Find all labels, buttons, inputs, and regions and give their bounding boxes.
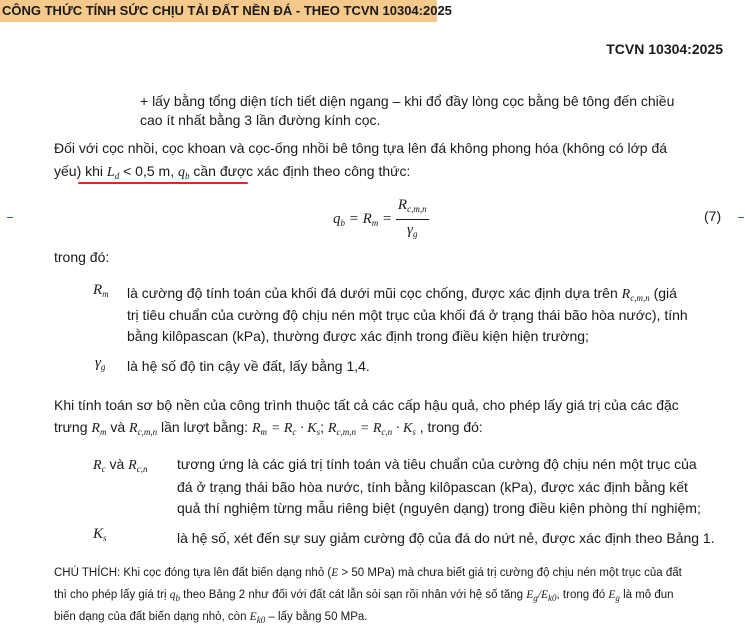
note-line-2: thì cho phép lấy giá trị $q_b$ theo Bảng 2 như đối với đất cát lẫn sỏi sạn rồi nhân với hệ số tăng $E_g/E_{k0}$, trong đó $E_g$ là mô đun [54, 589, 674, 603]
para1-line-1: Đối với cọc nhồi, cọc khoan và cọc-ống nhồi bê tông tựa lên đá không phong hóa (không có lớp đá [54, 140, 668, 156]
def-rm-line-1: là cường độ tính toán của khối đá dưới mũi cọc chống, được xác định dựa trên $R_{c,m,n}$ (giá [127, 285, 677, 303]
note-line-1: CHÚ THÍCH: Khi cọc đóng tựa lên đất biến dạng nhỏ (E > 50 MPa) mà chưa biết giá trị cường độ chịu nén một trục của đất [54, 567, 682, 579]
def-rm-line-2: trị tiêu chuẩn của cường độ chịu nén một trục của khối đá ở trạng thái bão hòa nước), tính [127, 307, 688, 323]
def-ks-line: là hệ số, xét đến sự suy giảm cường độ của đá do nứt nẻ, được xác định theo Bảng 1. [177, 530, 715, 546]
def-rc-line-2: đá ở trạng thái bão hòa nước, tính bằng kilôpascan (kPa), được xác định bằng kết [177, 479, 688, 495]
para1-line-2: yếu) khi $L_d < 0,5$ m, $q_b$ cần được xác định theo công thức: [54, 163, 411, 181]
def-rm-line-3: bằng kilôpascan (kPa), thường được xác định trong điều kiện hiện trường; [127, 328, 589, 344]
standard-code: TCVN 10304:2025 [606, 41, 723, 57]
def-symbol-ks: $K_s$ [93, 526, 107, 543]
def-rc-line-1: tương ứng là các giá trị tính toán và tiêu chuẩn của cường độ chịu nén một trục của [177, 456, 697, 472]
bullet-line-1: + lấy bằng tổng diện tích tiết diện ngang – khi đổ đầy lòng cọc bằng bê tông đến chiều [140, 93, 675, 109]
bullet-line-2: cao ít nhất bằng 3 lần đường kính cọc. [140, 112, 381, 128]
def-gamma-line: là hệ số độ tin cậy về đất, lấy bằng 1,4. [127, 358, 370, 374]
formula-number: (7) [704, 208, 722, 224]
def-symbol-gamma: $\gamma_g$ [95, 355, 106, 372]
para2-line-1: Khi tính toán sơ bộ nền của công trình thuộc tất cả các cấp hậu quả, cho phép lấy giá trị của các đặc [54, 397, 679, 413]
where-label: trong đó: [54, 249, 110, 265]
def-symbol-rc-rcn: $R_c$ và $R_{c,n}$ [93, 456, 148, 474]
right-edge-mark [738, 217, 744, 218]
para2-line-2: trưng $R_m$ và $R_{c,m,n}$ lần lượt bằng: $R_m = R_c \cdot K_s$; $R_{c,m,n} = R_{c,n} \cdot K_s$ , trong đó: [54, 419, 483, 437]
def-symbol-rm: $R_m$ [93, 282, 109, 299]
def-rc-line-3: quả thí nghiệm từng mẫu riêng biệt (nguyên dạng) trong điều kiện phòng thí nghiệm; [177, 500, 701, 516]
left-edge-mark [7, 217, 13, 218]
banner-title: CÔNG THỨC TÍNH SỨC CHỊU TẢI ĐẤT NỀN ĐÁ - THEO TCVN 10304:2025 [0, 0, 437, 22]
formula-7: $q_b = R_m$ = $\frac{R_{c,m,n}}{\gamma_g}$ [333, 197, 427, 239]
note-line-3: biến dạng của đất biến dạng nhỏ, còn $E_{k0}$ – lấy bằng 50 MPa. [54, 611, 368, 625]
red-underline [78, 182, 248, 184]
